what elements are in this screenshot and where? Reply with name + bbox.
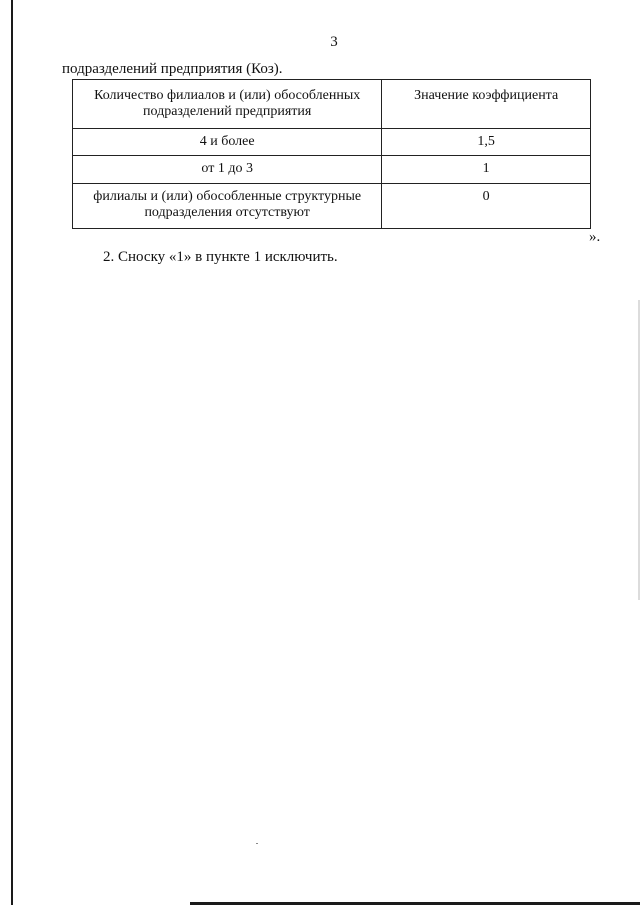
table-cell (73, 129, 382, 156)
coefficient-cell: 1 (482, 161, 490, 176)
table-cell (382, 184, 591, 229)
table-header-row (73, 80, 591, 129)
branches-count-cell: от 1 до 3 (201, 161, 253, 176)
table-row (73, 184, 591, 229)
coefficient-table (72, 79, 591, 229)
amendment-item-2: 2. Сноску «1» в пункте 1 исключить. (103, 249, 338, 265)
closing-quote: ». (589, 229, 601, 245)
coefficient-cell: 0 (482, 189, 490, 204)
table-cell (73, 156, 382, 184)
header-branches-count: Количество филиалов и (или) обособленных подразделений предприятия (94, 88, 361, 119)
intro-line: подразделений предприятия (Коз). (62, 61, 283, 77)
table-cell (382, 156, 591, 184)
page-number: 3 (330, 34, 338, 50)
scan-speck (256, 843, 258, 844)
branches-count-cell: 4 и более (199, 134, 255, 149)
table-row (73, 129, 591, 156)
header-coefficient-value: Значение коэффициента (414, 88, 559, 103)
table-cell (73, 184, 382, 229)
coefficient-cell: 1,5 (477, 134, 495, 149)
branches-count-cell: филиалы и (или) обособленные структурные подразделения отсутствуют (93, 189, 362, 220)
scan-edge-left (11, 0, 13, 905)
table-header-cell (73, 80, 382, 129)
table-row (73, 156, 591, 184)
table-cell (382, 129, 591, 156)
table-header-cell (382, 80, 591, 129)
